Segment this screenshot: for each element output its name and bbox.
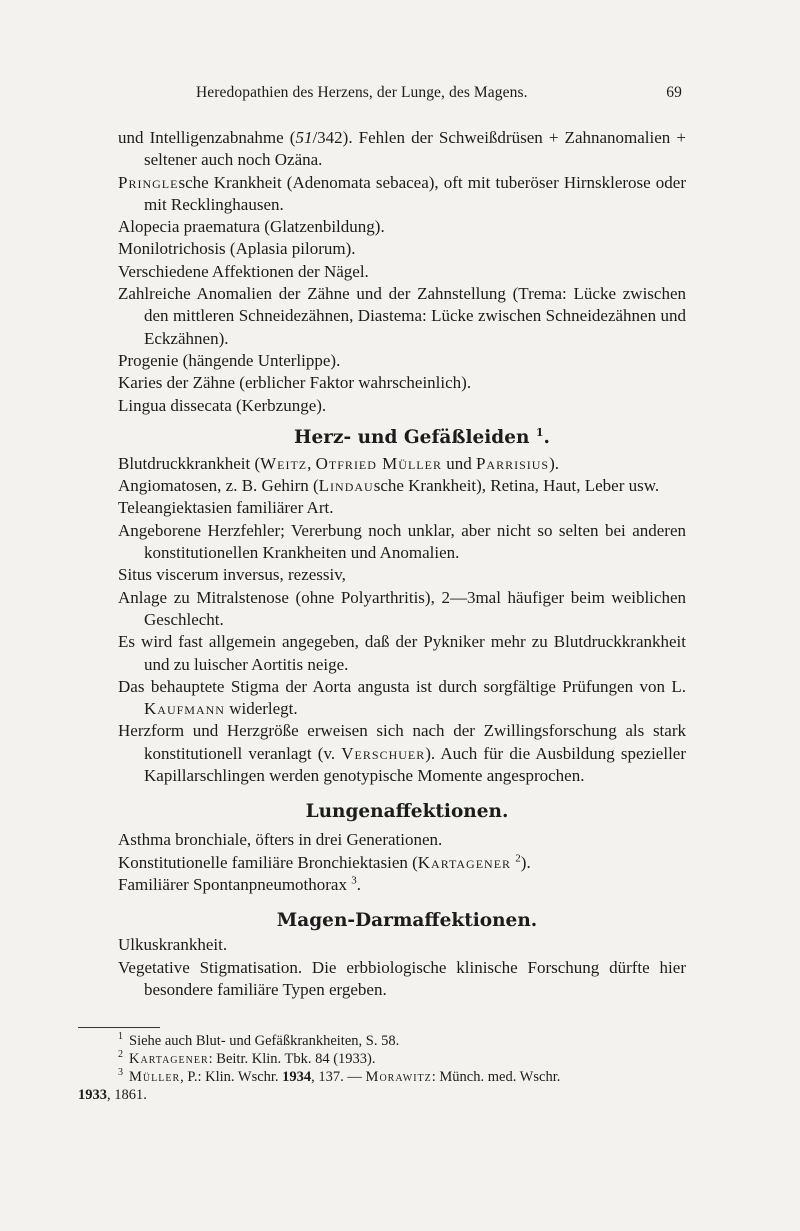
author-name: Pringle (118, 172, 179, 192)
footnotes (78, 1025, 692, 1104)
paragraph: Alopecia praematura (Glatzenbildung). (118, 217, 385, 237)
paragraph: Progenie (hängende Unterlippe). (118, 350, 341, 370)
paragraph: Angeborene Herzfehler; Vererbung noch unklar, aber nicht so selten bei anderen konstitutionellen Krankheiten und Anomalien. (118, 520, 686, 563)
page-number: 69 (666, 84, 682, 101)
paragraph: Verschiedene Affektionen der Nägel. (118, 261, 369, 281)
paragraph: Familiärer Spontanpneumothorax $^3$. (118, 874, 361, 894)
running-head (196, 84, 696, 102)
paragraph: Angiomatosen, z. B. Gehirn (Lindausche Krankheit), Retina, Haut, Leber usw. (118, 476, 660, 496)
footnote: $^1$ Siehe auch Blut- und Gefäßkrankheiten, S. 58. (118, 1031, 400, 1049)
page-body (118, 127, 686, 1001)
paragraph: Lingua dissecata (Kerbzunge). (118, 395, 327, 415)
section-heading-lunge: Lungenaffektionen. (305, 801, 509, 823)
paragraph: Asthma bronchiale, öfters in drei Generationen. (118, 830, 443, 850)
paragraph: Pringlesche Krankheit (Adenomata sebacea), oft mit tuberöser Hirnsklerose oder mit Recklinghausen. (118, 172, 686, 214)
paragraph: Zahlreiche Anomalien der Zähne und der Zahnstellung (Trema: Lücke zwischen den mittleren Schneidezähnen, Diastema: Lücke zwischen Schneidezähnen und Eckzähnen). (118, 284, 686, 348)
paragraph: Vegetative Stigmatisation. Die erbbiologische klinische Forschung dürfte hier besondere familiäre Typen ergeben. (118, 957, 686, 999)
section-heading-magen: Magen-Darmaffektionen. (276, 910, 538, 932)
paragraph: Situs viscerum inversus, rezessiv, (118, 565, 346, 585)
paragraph: Monilotrichosis (Aplasia pilorum). (118, 239, 356, 259)
paragraph: Herzform und Herzgröße erweisen sich nach der Zwillingsforschung als stark konstitutionell veranlagt (v. Verschuer). Auch für die Ausbildung spezieller Kapillarschlingen werden genotypische Momente angesprochen. (118, 721, 686, 786)
paragraph: Karies der Zähne (erblicher Faktor wahrscheinlich). (118, 373, 472, 393)
paragraph: Konstitutionelle familiäre Bronchiektasien (Kartagener $^2$). (118, 851, 531, 872)
paragraph: Es wird fast allgemein angegeben, daß der Pykniker mehr zu Blutdruckkrankheit und zu luischer Aortitis neige. (118, 632, 686, 674)
footnote-continuation: 1933, 1861. (78, 1087, 147, 1103)
footnote: $^2$ Kartagener: Beitr. Klin. Tbk. 84 (1933). (118, 1049, 376, 1067)
paragraph: Anlage zu Mitralstenose (ohne Polyarthritis), 2—3mal häufiger beim weiblichen Geschlecht. (118, 587, 686, 629)
footnote: $^3$ Müller, P.: Klin. Wschr. 1934, 137. — Morawitz: Münch. med. Wschr. (118, 1067, 561, 1085)
paragraph: Das behauptete Stigma der Aorta angusta ist durch sorgfältige Prüfungen von L. Kaufmann widerlegt. (118, 676, 686, 719)
running-title: Heredopathien des Herzens, der Lunge, des Magens. (196, 84, 528, 101)
paragraph: Teleangiektasien familiärer Art. (118, 498, 334, 518)
paragraph: und Intelligenzabnahme (51/342). Fehlen der Schweißdrüsen + Zahnanomalien + seltener auch noch Ozäna. (118, 128, 686, 170)
section-heading-herz: Herz- und Gefäßleiden $^1$. (293, 425, 550, 448)
paragraph: Ulkuskrankheit. (118, 935, 228, 955)
footnote-rule (78, 1027, 160, 1028)
paragraph: Blutdruckkrankheit (Weitz, Otfried Müller und Parrisius). (118, 453, 560, 473)
